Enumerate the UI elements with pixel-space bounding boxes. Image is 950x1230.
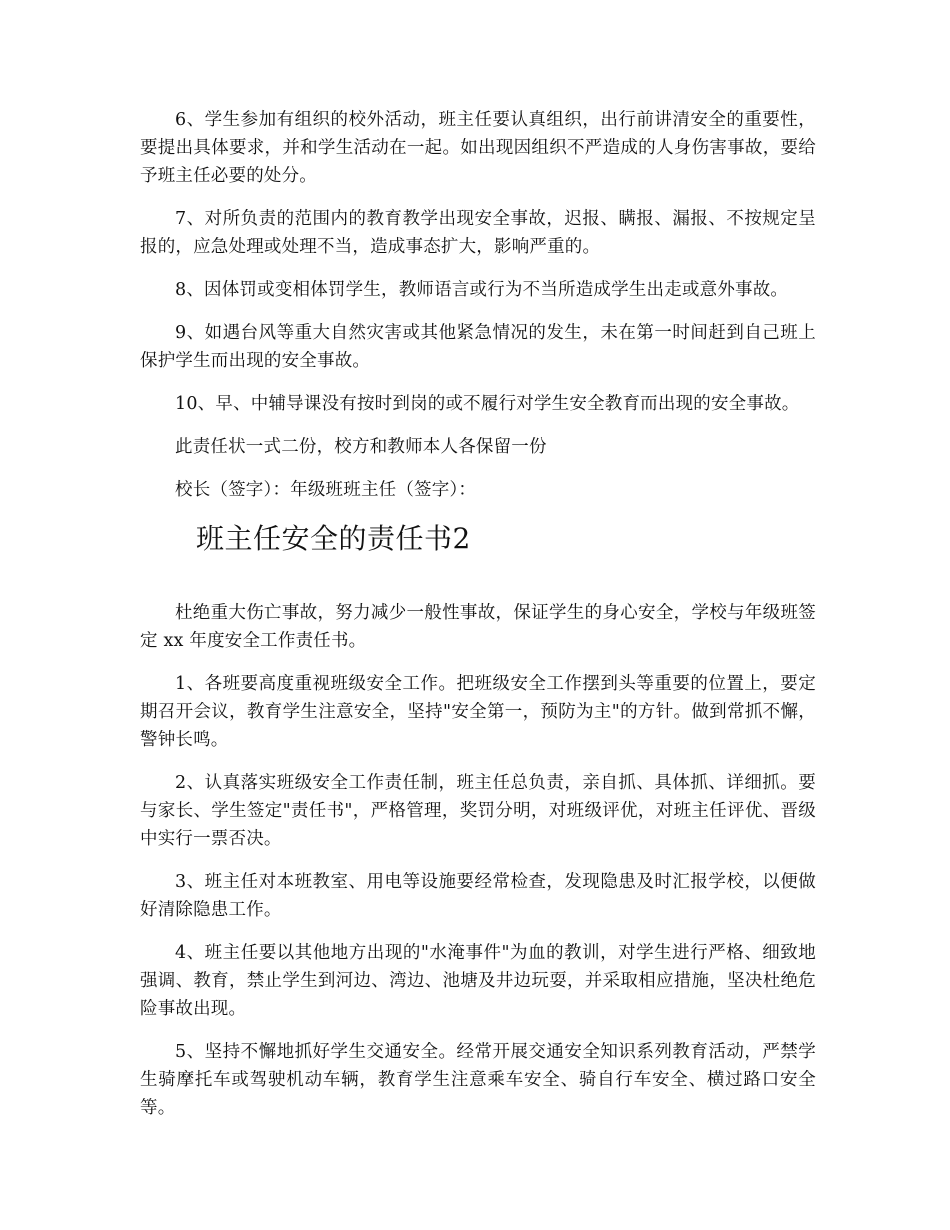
paragraph-item-10: 10、早、中辅导课没有按时到岗的或不履行对学生安全教育而出现的安全事故。 [175,394,800,414]
paragraph-item-6: 6、学生参加有组织的校外活动，班主任要认真组织，出行前讲清安全的重要性，要提出具体要求，并和学生活动在一起。如出现因组织不严造成的人身伤害事故，要给予班主任必要的处分。 [140,110,816,186]
paragraph-item-2: 2、认真落实班级安全工作责任制，班主任总负责，亲自抓、具体抓、详细抓。要与家长、学生签定"责任书"，严格管理，奖罚分明，对班级评优，对班主任评优、晋级中实行一票否决。 [140,773,816,849]
paragraph-item-3: 3、班主任对本班教室、用电等设施要经常检查，发现隐患及时汇报学校，以便做好清除隐患工作。 [140,872,816,920]
section-heading: 班主任安全的责任书2 [196,522,471,555]
document-body [140,106,816,1137]
paragraph-item-9: 9、如遇台风等重大自然灾害或其他紧急情况的发生，未在第一时间赶到自己班上保护学生而出现的安全事故。 [140,323,816,371]
paragraph-item-5: 5、坚持不懈地抓好学生交通安全。经常开展交通安全知识系列教育活动，严禁学生骑摩托车或驾驶机动车辆，教育学生注意乘车安全、骑自行车安全、横过路口安全等。 [140,1042,816,1118]
paragraph-item-1: 1、各班要高度重视班级安全工作。把班级安全工作摆到头等重要的位置上，要定期召开会议，教育学生注意安全，坚持"安全第一，预防为主"的方针。做到常抓不懈，警钟长鸣。 [140,674,816,750]
paragraph-item-8: 8、因体罚或变相体罚学生，教师语言或行为不当所造成学生出走或意外事故。 [175,280,789,300]
copies-note: 此责任状一式二份，校方和教师本人各保留一份 [175,437,547,457]
signature-line: 校长（签字）：年级班班主任（签字）： [175,480,477,500]
paragraph-item-4: 4、班主任要以其他地方出现的"水淹事件"为血的教训，对学生进行严格、细致地强调、教育，禁止学生到河边、湾边、池塘及井边玩耍，并采取相应措施，坚决杜绝危险事故出现。 [140,943,816,1019]
paragraph-item-7: 7、对所负责的范围内的教育教学出现安全事故，迟报、瞒报、漏报、不按规定呈报的，应急处理或处理不当，造成事态扩大，影响严重的。 [140,209,816,257]
intro-paragraph: 杜绝重大伤亡事故，努力减少一般性事故，保证学生的身心安全，学校与年级班签定 xx 年度安全工作责任书。 [140,603,816,651]
